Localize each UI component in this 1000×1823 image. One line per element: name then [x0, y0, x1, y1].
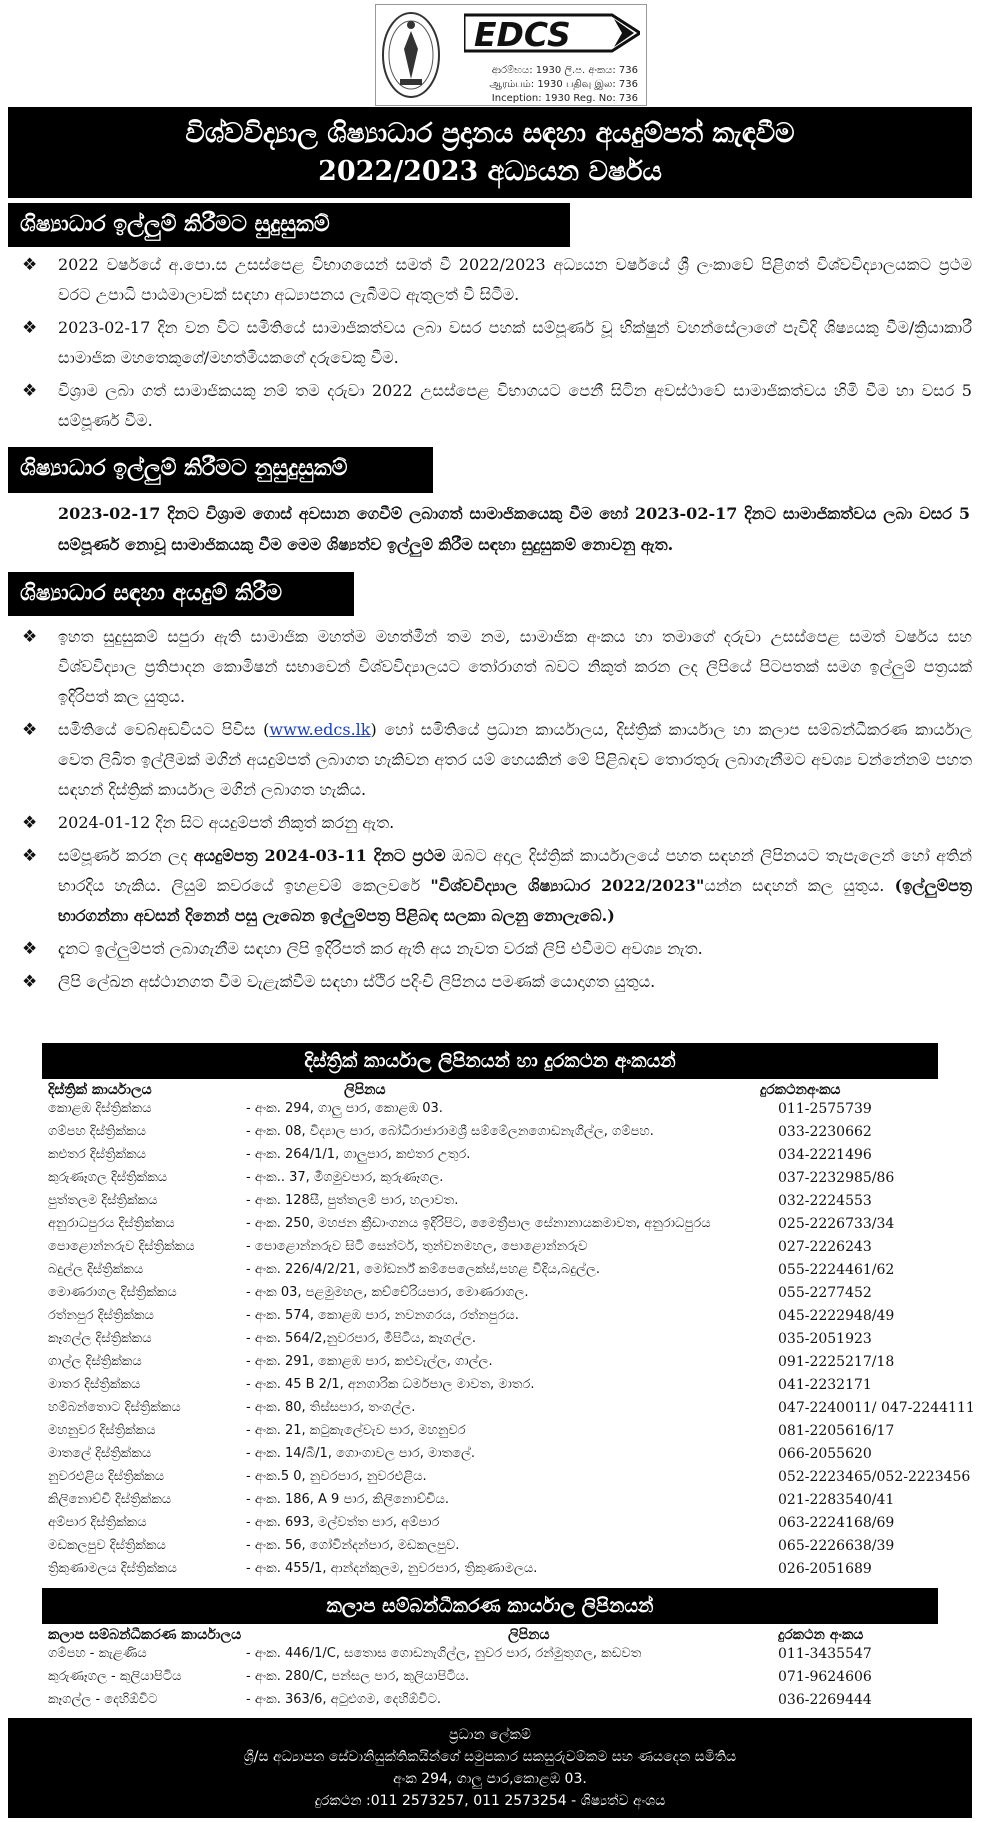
office-address: - අංක. 291, කොළඹ පාර, කළුවැල්ල, ගාල්ල. — [246, 1354, 493, 1369]
office-address: - අංක. 56, ගෝවින්දන්පාර, මඩකලපුව. — [246, 1538, 460, 1553]
table-row — [48, 1374, 968, 1397]
table-row — [48, 1443, 968, 1466]
website-link[interactable]: www.edcs.lk — [269, 720, 371, 739]
footer-org: ශ්‍රී/ස අධ්‍යාපන සේවානියුක්තිකයින්ගේ සමුපකාර සකසුරුවම්කම සහ ණයදෙන සමිතිය — [243, 1749, 737, 1765]
table-row — [48, 1666, 968, 1689]
table-row — [48, 1098, 968, 1121]
office-phone: 066-2055620 — [778, 1446, 872, 1462]
eligibility-list — [22, 250, 972, 439]
list-item: ❖ 2022 වර්ෂයේ අ.පො.ස උසස්පෙළ විභාගයෙන් සමත් වී 2022/2023 අධ්‍යයන වර්ෂයේ ශ්‍රී ලංකාවේ පිළිගත් විශ්වවිද්‍යාලයකට ප්‍රථම වරට උපාධි පාඨමාලාවක් සඳහා අධ්‍යාපනය ලැබීමට ඇතුලත් වී සිටීම. — [22, 250, 972, 310]
zonal-table — [48, 1643, 968, 1712]
office-phone: 052-2223465/052-2223456 — [778, 1469, 971, 1485]
office-address: - පොළොන්නරුව සිටි සෙන්ටර්, තුන්වනමහල, පොළොන්නරුව — [246, 1239, 588, 1254]
table-row — [48, 1121, 968, 1144]
office-phone: 035-2051923 — [778, 1331, 872, 1347]
office-name: කොළඹ දිස්ත්‍රික්කය — [48, 1101, 152, 1116]
apply-heading: ශිෂ්‍යාධාර සඳහා අයදුම් කිරීම — [8, 572, 354, 616]
office-name: අනුරාධපුරය දිස්ත්‍රික්කය — [48, 1216, 175, 1231]
office-address: - අංක. 564/2,නුවරපාර, මීපිටිය, කෑගල්ල. — [246, 1331, 477, 1346]
bullet-icon: ❖ — [22, 720, 38, 740]
bullet-icon: ❖ — [22, 381, 38, 401]
ineligibility-text: 2023-02-17 දිනට විශ්‍රාම ගොස් අවසාන ගෙවීම් ලබාගත් සාමාජිකයෙකු වීම හෝ 2023-02-17 දිනට සාමාජිකත්වය ලබා වසර 5 සම්පූර්ණ නොවූ සාමාජිකයකු වීම මෙම ශිෂ්‍යත්ව ඉල්ලුම් කිරීම සඳහා සුදුසුකම් නොවනු ඇත. — [58, 504, 970, 554]
emblem-icon — [380, 9, 442, 101]
apply-list — [22, 622, 972, 1000]
office-name: බදුල්ල දිස්ත්‍රික්කය — [48, 1262, 144, 1277]
office-phone: 011-2575739 — [778, 1101, 872, 1117]
list-item: ❖ ලිපි ලේඛන අස්ථානගත වීම වැළැක්වීම සඳහා ස්ථිර පදිංචි ලිපිනය පමණක් යොදාගත යුතුය. — [22, 967, 972, 997]
table-row — [48, 1167, 968, 1190]
office-name: හම්බන්තොට දිස්ත්‍රික්කය — [48, 1400, 181, 1415]
table-row — [48, 1213, 968, 1236]
office-phone: 036-2269444 — [778, 1692, 872, 1708]
office-address: - අංක. 186, A 9 පාර, කිලිනොච්චිය. — [246, 1492, 449, 1507]
reg-line-tamil: ஆரம்பம்: 1930 பதிவு இல: 736 — [489, 79, 638, 90]
footer-contact — [8, 1718, 972, 1818]
office-phone: 041-2232171 — [778, 1377, 872, 1393]
office-name: මාතර දිස්ත්‍රික්කය — [48, 1377, 141, 1392]
table-row — [48, 1420, 968, 1443]
list-item: ❖ 2024-01-12 දින සිට අයදුම්පත් නිකුත් කරනු ඇත. — [22, 808, 972, 838]
office-address: - අංක. 264/1/1, ගාලුපාර, කළුතර උතුර. — [246, 1147, 471, 1162]
bullet-icon: ❖ — [22, 813, 38, 833]
office-name: මොණරාගල දිස්ත්‍රික්කය — [48, 1285, 177, 1300]
ineligibility-heading: ශිෂ්‍යාධාර ඉල්ලුම් කිරීමට නුසුදුසුකම් — [8, 447, 433, 493]
office-address: - අංක. 250, මහජන ක්‍රීඩාංගනය ඉදිරිපිට, මෛත්‍රීපාල සේනානායකමාවත, අනුරාධපුරය — [246, 1216, 711, 1231]
col-address: ලිපිනය — [344, 1082, 386, 1098]
district-table-heading: දිස්ත්‍රික් කාර්යාල ලිපිනයන් හා දුරකථන අංකයන් — [42, 1043, 938, 1079]
office-phone: 025-2226733/34 — [778, 1216, 895, 1232]
office-name: මඩකලපුව දිස්ත්‍රික්කය — [48, 1538, 166, 1553]
office-phone: 027-2226243 — [778, 1239, 872, 1255]
office-address: - අංක. 45 B 2/1, අනගාරික ධර්මපාල මාවත, මාතර. — [246, 1377, 535, 1392]
office-phone: 091-2225217/18 — [778, 1354, 895, 1370]
eligibility-heading: ශිෂ්‍යාධාර ඉල්ලුම් කිරීමට සුදුසුකම් — [8, 203, 570, 247]
office-address: - අංක. 294, ගාලු පාර, කොළඹ 03. — [246, 1101, 443, 1116]
edcs-wordmark — [464, 11, 640, 55]
office-name: කෑගල්ල දිස්ත්‍රික්කය — [48, 1331, 152, 1346]
office-name: රත්නපුර දිස්ත්‍රික්කය — [48, 1308, 154, 1323]
table-row — [48, 1236, 968, 1259]
bullet-icon: ❖ — [22, 255, 38, 275]
table-row — [48, 1558, 968, 1581]
footer-title: ප්‍රධාන ලේකම් — [449, 1727, 531, 1743]
office-name: කුරුණෑගල දිස්ත්‍රික්කය — [48, 1170, 168, 1185]
table-row — [48, 1305, 968, 1328]
office-name: අම්පාර දිස්ත්‍රික්කය — [48, 1515, 147, 1530]
office-name: මාතලේ දිස්ත්‍රික්කය — [48, 1446, 152, 1461]
col-office: දිස්ත්‍රික් කාර්යාලය — [48, 1082, 152, 1098]
office-address: - අංක. 14/බී/1, ගොංගාවල පාර, මාතලේ. — [246, 1446, 476, 1461]
title-banner — [8, 107, 972, 198]
table-row — [48, 1489, 968, 1512]
table-row — [48, 1144, 968, 1167]
office-phone: 081-2205616/17 — [778, 1423, 895, 1439]
col-phone: දුරකථන අංකය — [778, 1627, 864, 1643]
reg-line-english: Inception: 1930 Reg. No: 736 — [491, 93, 638, 104]
office-name: මහනුවර දිස්ත්‍රික්කය — [48, 1423, 156, 1438]
table-row — [48, 1351, 968, 1374]
office-phone: 034-2221496 — [778, 1147, 872, 1163]
reg-line-sinhala: ආරම්භය: 1930 ලි.ප. අංකය: 736 — [491, 65, 638, 76]
office-address: - අංක. 80, තිස්සපාර, තංගල්ල. — [246, 1400, 416, 1415]
footer-phone: දුරකථන :011 2573257, 011 2573254 - ශිෂ්‍යත්ව අංශය — [314, 1793, 666, 1809]
office-phone: 055-2277452 — [778, 1285, 872, 1301]
office-phone: 026-2051689 — [778, 1561, 872, 1577]
office-name: ගම්පහ - කැළණිය — [48, 1646, 147, 1661]
office-name: කෑගල්ල - දෙහිඕවිට — [48, 1692, 158, 1707]
title-line1: විශ්වවිද්‍යාල ශිෂ්‍යාධාර ප්‍රදානය සඳහා අයදුම්පත් කැඳවීම — [185, 118, 795, 149]
office-name: කිලිනොච්චි දිස්ත්‍රික්කය — [48, 1492, 172, 1507]
table-row — [48, 1466, 971, 1489]
office-phone: 063-2224168/69 — [778, 1515, 895, 1531]
bullet-icon: ❖ — [22, 318, 38, 338]
office-address: - අංක.5 0, නුවරපාර, නුවරඑළිය. — [246, 1469, 427, 1484]
office-address: - අංක. 455/1, ආන්දන්කුලම, නුවරපාර, ත්‍රිකුණාමලය. — [246, 1561, 538, 1576]
office-address: - අංක. 363/6, අටුළුගම, දෙහිඕවිට. — [246, 1692, 442, 1707]
office-phone: 037-2232985/86 — [778, 1170, 895, 1186]
table-row — [48, 1689, 968, 1712]
list-item: ❖ දැනට ඉල්ලුම්පත් ලබාගැනීම සඳහා ලිපි ඉදිරිපත් කර ඇති අය නැවත වරක් ලිපි එවීමට අවශ්‍ය නැත. — [22, 934, 972, 964]
list-item: ❖ ඉහත සුදුසුකම් සපුරා ඇති සාමාජික මහත්ම මහත්මීන් තම නම, සාමාජික අංකය හා තමාගේ දරුවා උසස්පෙළ සමත් වර්ෂය සහ විශ්වවිද්‍යාල ප්‍රතිපාදන කොමිෂන් සභාවෙන් විශ්වවිද්‍යාලයට තෝරාගත් බවට නිකුත් කරන ලද ලිපියේ පිටපතක් සමග ඉල්ලුම් පත්‍රයක් ඉදිරිපත් කල යුතුය. — [22, 622, 972, 712]
office-phone: 032-2224553 — [778, 1193, 872, 1209]
list-item: ❖ සමිතියේ වෙබ්අඩවියට පිවිස (www.edcs.lk) හෝ සමිතියේ ප්‍රධාන කාර්යාලය, දිස්ත්‍රික් කාර්යාල හා කලාප සම්බන්ධීකරණ කාර්යාල වෙත ලිඛිත ඉල්ලීමක් මගින් අයදුම්පත් ලබාගත හැකිවන අතර යම් හෙයකින් මේ පිළිබඳව තොරතුරු ලබාගැනීමට අවශ්‍ය වන්නේනම් පහත සඳහන් දිස්ත්‍රික් කාර්යාල මගින් ලබාගත හැකිය. — [22, 715, 972, 805]
table-row — [48, 1259, 968, 1282]
table-row — [48, 1512, 968, 1535]
table-row — [48, 1328, 968, 1351]
office-name: ගම්පහ දිස්ත්‍රික්කය — [48, 1124, 146, 1139]
list-item: ❖ 2023-02-17 දින වන විට සමිතියේ සාමාජිකත්වය ලබා වසර පහක් සම්පූර්ණ වූ භික්ෂුන් වහන්සේලාගේ පැවිදි ශිෂ්‍යයකු වීම/ක්‍රියාකාරී සාමාජික මහතෙකුගේ/මහත්මියකගේ දරුවෙකු වීම. — [22, 313, 972, 373]
office-name: පොළොන්නරුව දිස්ත්‍රික්කය — [48, 1239, 195, 1254]
table-row — [48, 1643, 968, 1666]
office-address: - අංක 03, පළමුමහල, කච්චේරියපාර, මොණරාගල. — [246, 1285, 529, 1300]
bullet-icon: ❖ — [22, 972, 38, 992]
col-address: ලිපිනය — [508, 1627, 550, 1643]
footer-address: අංක 294, ගාලු පාර,කොළඹ 03. — [393, 1771, 587, 1787]
office-address: - අංක. 21, කටුකැලේවැව පාර, මහනුවර — [246, 1423, 466, 1438]
office-phone: 065-2226638/39 — [778, 1538, 895, 1554]
table-row — [48, 1190, 968, 1213]
list-item: ❖ විශ්‍රාම ලබා ගත් සාමාජිකයකු නම් තම දරුවා 2022 උසස්පෙළ විභාගයට පෙනී සිටින අවස්ථාවේ සාමාජිකත්වය හිමි වීම හා වසර 5 සම්පූර්ණ වීම. — [22, 376, 972, 436]
list-item: ❖ සම්පූර්ණ කරන ලද අයදුම්පත්‍ර 2024-03-11 දිනට ප්‍රථම ඔබට අදාල දිස්ත්‍රික් කාර්යාලයේ පහත සඳහන් ලිපිනයට තැපැලෙන් හෝ අතින් භාරදිය හැකිය. ලියුම් කවරයේ ඉහළවම් කෙලවරේ "විශ්වවිද්‍යාල ශිෂ්‍යාධාර 2022/2023"යන්න සඳහන් කල යුතුය. (ඉල්ලුම්පත්‍ර භාරගන්නා අවසන් දිනෙන් පසු ලැබෙන ඉල්ලුම්පත්‍ර පිළිබඳ සලකා බලනු නොලැබේ.) — [22, 841, 972, 931]
edcs-logo — [375, 4, 647, 106]
office-address: - අංක. 693, මල්වත්ත පාර, අම්පාර — [246, 1515, 440, 1530]
table-row — [48, 1397, 975, 1420]
office-phone: 033-2230662 — [778, 1124, 872, 1140]
office-name: පුත්තලම දිස්ත්‍රික්කය — [48, 1193, 158, 1208]
office-address: - අංක. 08, විද්‍යාල පාර, බෝධිරාජාරාමශ්‍රී සම්මේලනගොඩනැගිල්ල, ගම්පහ. — [246, 1124, 654, 1139]
office-phone: 047-2240011/ 047-2244111 — [778, 1400, 975, 1416]
office-address: - අංක. 574, කොළඹ පාර, නවනගරය, රත්නපුරය. — [246, 1308, 519, 1323]
office-phone: 055-2224461/62 — [778, 1262, 895, 1278]
office-name: කළුතර දිස්ත්‍රික්කය — [48, 1147, 147, 1162]
office-phone: 045-2222948/49 — [778, 1308, 895, 1324]
office-address: - අංක. 226/4/2/21, මෝඩර්න් කම්පෙලෙක්ස්,පහළ වීදිය,බදුල්ල. — [246, 1262, 600, 1277]
bullet-icon: ❖ — [22, 939, 38, 959]
office-phone: 071-9624606 — [778, 1669, 872, 1685]
col-office: කලාප සම්බන්ධීකරණ කාර්යාලය — [48, 1627, 242, 1643]
table-row — [48, 1535, 968, 1558]
office-address: - අංක. 280/C, පන්සල පාර, කුලියාපිටිය. — [246, 1669, 470, 1684]
office-phone: 021-2283540/41 — [778, 1492, 895, 1508]
office-address: - අංක.. 37, මීගමුවපාර, කුරුණෑගල. — [246, 1170, 444, 1185]
zonal-table-heading: කලාප සම්බන්ධීකරණ කාර්යාල ලිපිනයන් — [42, 1588, 938, 1624]
office-name: කුරුණෑගල - කුලියාපිටිය — [48, 1669, 182, 1684]
office-name: නුවරඑළිය දිස්ත්‍රික්කය — [48, 1469, 165, 1484]
bullet-icon: ❖ — [22, 846, 38, 866]
office-address: - අංක. 446/1/C, සතොස ගොඩනැගිල්ල, නුවර පාර, රන්මුතුගල, කඩවත — [246, 1646, 642, 1661]
svg-text:EDCS: EDCS — [474, 15, 571, 54]
office-phone: 011-3435547 — [778, 1646, 872, 1662]
office-name: ත්‍රිකුණාමලය දිස්ත්‍රික්කය — [48, 1561, 177, 1576]
bullet-icon: ❖ — [22, 627, 38, 647]
table-row — [48, 1282, 968, 1305]
title-line2: 2022/2023 අධ්‍යයන වර්ෂය — [318, 156, 662, 187]
district-table — [48, 1098, 975, 1581]
office-address: - අංක. 128සී, පුත්තලම් පාර, හලාවත. — [246, 1193, 459, 1208]
col-phone: දුරකථනඅංකය — [760, 1082, 841, 1098]
office-name: ගාල්ල දිස්ත්‍රික්කය — [48, 1354, 142, 1369]
